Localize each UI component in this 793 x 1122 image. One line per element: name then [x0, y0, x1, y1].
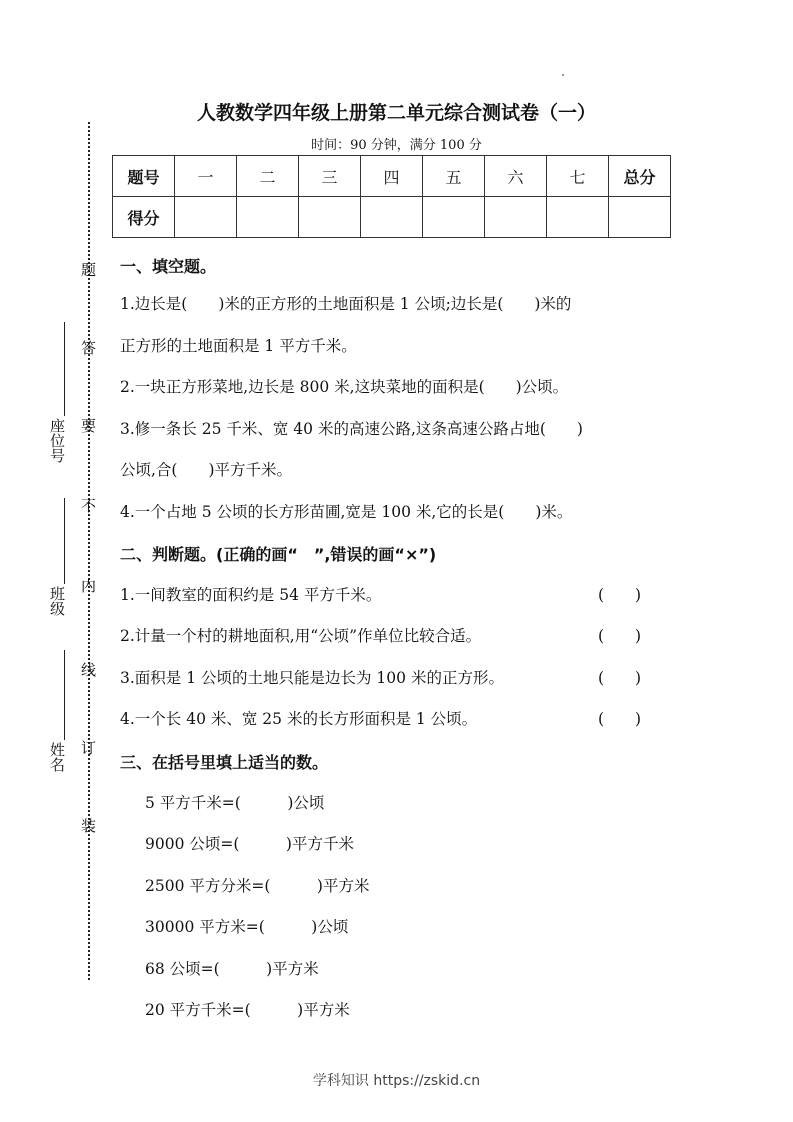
- conversion-item: 20 平方千米=( )平方米: [145, 1001, 350, 1019]
- seat-number-label: 座位号: [48, 418, 66, 463]
- section-heading: 二、判断题。(正确的画“ ”,错误的画“×”): [120, 545, 437, 564]
- score-input-cell[interactable]: [485, 197, 547, 238]
- binding-warning-char: 线: [79, 662, 97, 677]
- score-cell-header: 六: [485, 156, 547, 197]
- score-cell-header: 一: [175, 156, 237, 197]
- question-line: 公顷,合( )平方千米。: [120, 461, 293, 479]
- question-line: 4.一个占地 5 公顷的长方形苗圃,宽是 100 米,它的长是( )米。: [120, 503, 573, 521]
- answer-parentheses[interactable]: ( ): [598, 627, 642, 645]
- conversion-item: 9000 公顷=( )平方千米: [145, 835, 354, 853]
- judgment-item: 1.一间教室的面积约是 54 平方千米。: [120, 586, 382, 604]
- conversion-item: 68 公顷=( )平方米: [145, 960, 319, 978]
- score-input-cell[interactable]: [547, 197, 609, 238]
- score-input-cell[interactable]: [175, 197, 237, 238]
- conversion-item: 30000 平方米=( )公顷: [145, 918, 349, 936]
- binding-warning-char: 要: [79, 418, 97, 433]
- score-input-cell[interactable]: [609, 197, 671, 238]
- binding-dotted-line: [88, 122, 90, 980]
- question-line: 1.边长是( )米的正方形的土地面积是 1 公顷;边长是( )米的: [120, 295, 572, 313]
- question-line: 正方形的土地面积是 1 平方千米。: [120, 337, 357, 355]
- question-line: 3.修一条长 25 千米、宽 40 米的高速公路,这条高速公路占地( ): [120, 420, 583, 438]
- binding-warning-char: 答: [79, 340, 97, 355]
- question-line: 2.一块正方形菜地,边长是 800 米,这块菜地的面积是( )公顷。: [120, 378, 569, 396]
- name-label: 姓名: [48, 742, 66, 772]
- answer-parentheses[interactable]: ( ): [598, 710, 642, 728]
- exam-time-info: 时间：90 分钟，满分 100 分: [311, 138, 482, 153]
- judgment-item: 4.一个长 40 米、宽 25 米的长方形面积是 1 公顷。: [120, 710, 478, 728]
- score-cell-header: 七: [547, 156, 609, 197]
- page-title: 人教数学四年级上册第二单元综合测试卷（一）: [196, 102, 596, 124]
- score-table-header-row: [113, 156, 671, 197]
- score-cell-label: 题号: [113, 156, 175, 197]
- binding-warning-char: 装: [79, 818, 97, 833]
- class-label: 班级: [48, 586, 66, 616]
- score-input-cell[interactable]: [361, 197, 423, 238]
- binding-warning-char: 订: [79, 740, 97, 755]
- score-cell-total-header: 总分: [609, 156, 671, 197]
- answer-parentheses[interactable]: ( ): [598, 586, 642, 604]
- answer-parentheses[interactable]: ( ): [598, 669, 642, 687]
- binding-warning-char: 题: [79, 262, 97, 277]
- binding-warning-char: 不: [79, 498, 97, 513]
- score-input-cell[interactable]: [299, 197, 361, 238]
- conversion-item: 2500 平方分米=( )平方米: [145, 877, 370, 895]
- score-cell-header: 三: [299, 156, 361, 197]
- binding-warning-char: 内: [79, 578, 97, 593]
- section-heading: 三、在括号里填上适当的数。: [120, 753, 329, 772]
- score-cell-header: 四: [361, 156, 423, 197]
- scan-speck: [562, 74, 564, 76]
- judgment-item: 2.计量一个村的耕地面积,用“公顷”作单位比较合适。: [120, 627, 482, 645]
- footer-watermark: 学科知识 https://zskid.cn: [312, 1073, 481, 1089]
- score-input-cell[interactable]: [237, 197, 299, 238]
- score-table-score-row: [113, 197, 671, 238]
- score-cell-header: 五: [423, 156, 485, 197]
- conversion-item: 5 平方千米=( )公顷: [145, 794, 325, 812]
- section-heading: 一、填空题。: [120, 257, 217, 276]
- class-blank[interactable]: [64, 498, 65, 584]
- score-cell-header: 二: [237, 156, 299, 197]
- score-input-cell[interactable]: [423, 197, 485, 238]
- judgment-item: 3.面积是 1 公顷的土地只能是边长为 100 米的正方形。: [120, 669, 504, 687]
- name-blank[interactable]: [64, 650, 65, 740]
- seat-number-blank[interactable]: [64, 322, 65, 416]
- score-table: [112, 155, 671, 238]
- score-row-label: 得分: [113, 197, 175, 238]
